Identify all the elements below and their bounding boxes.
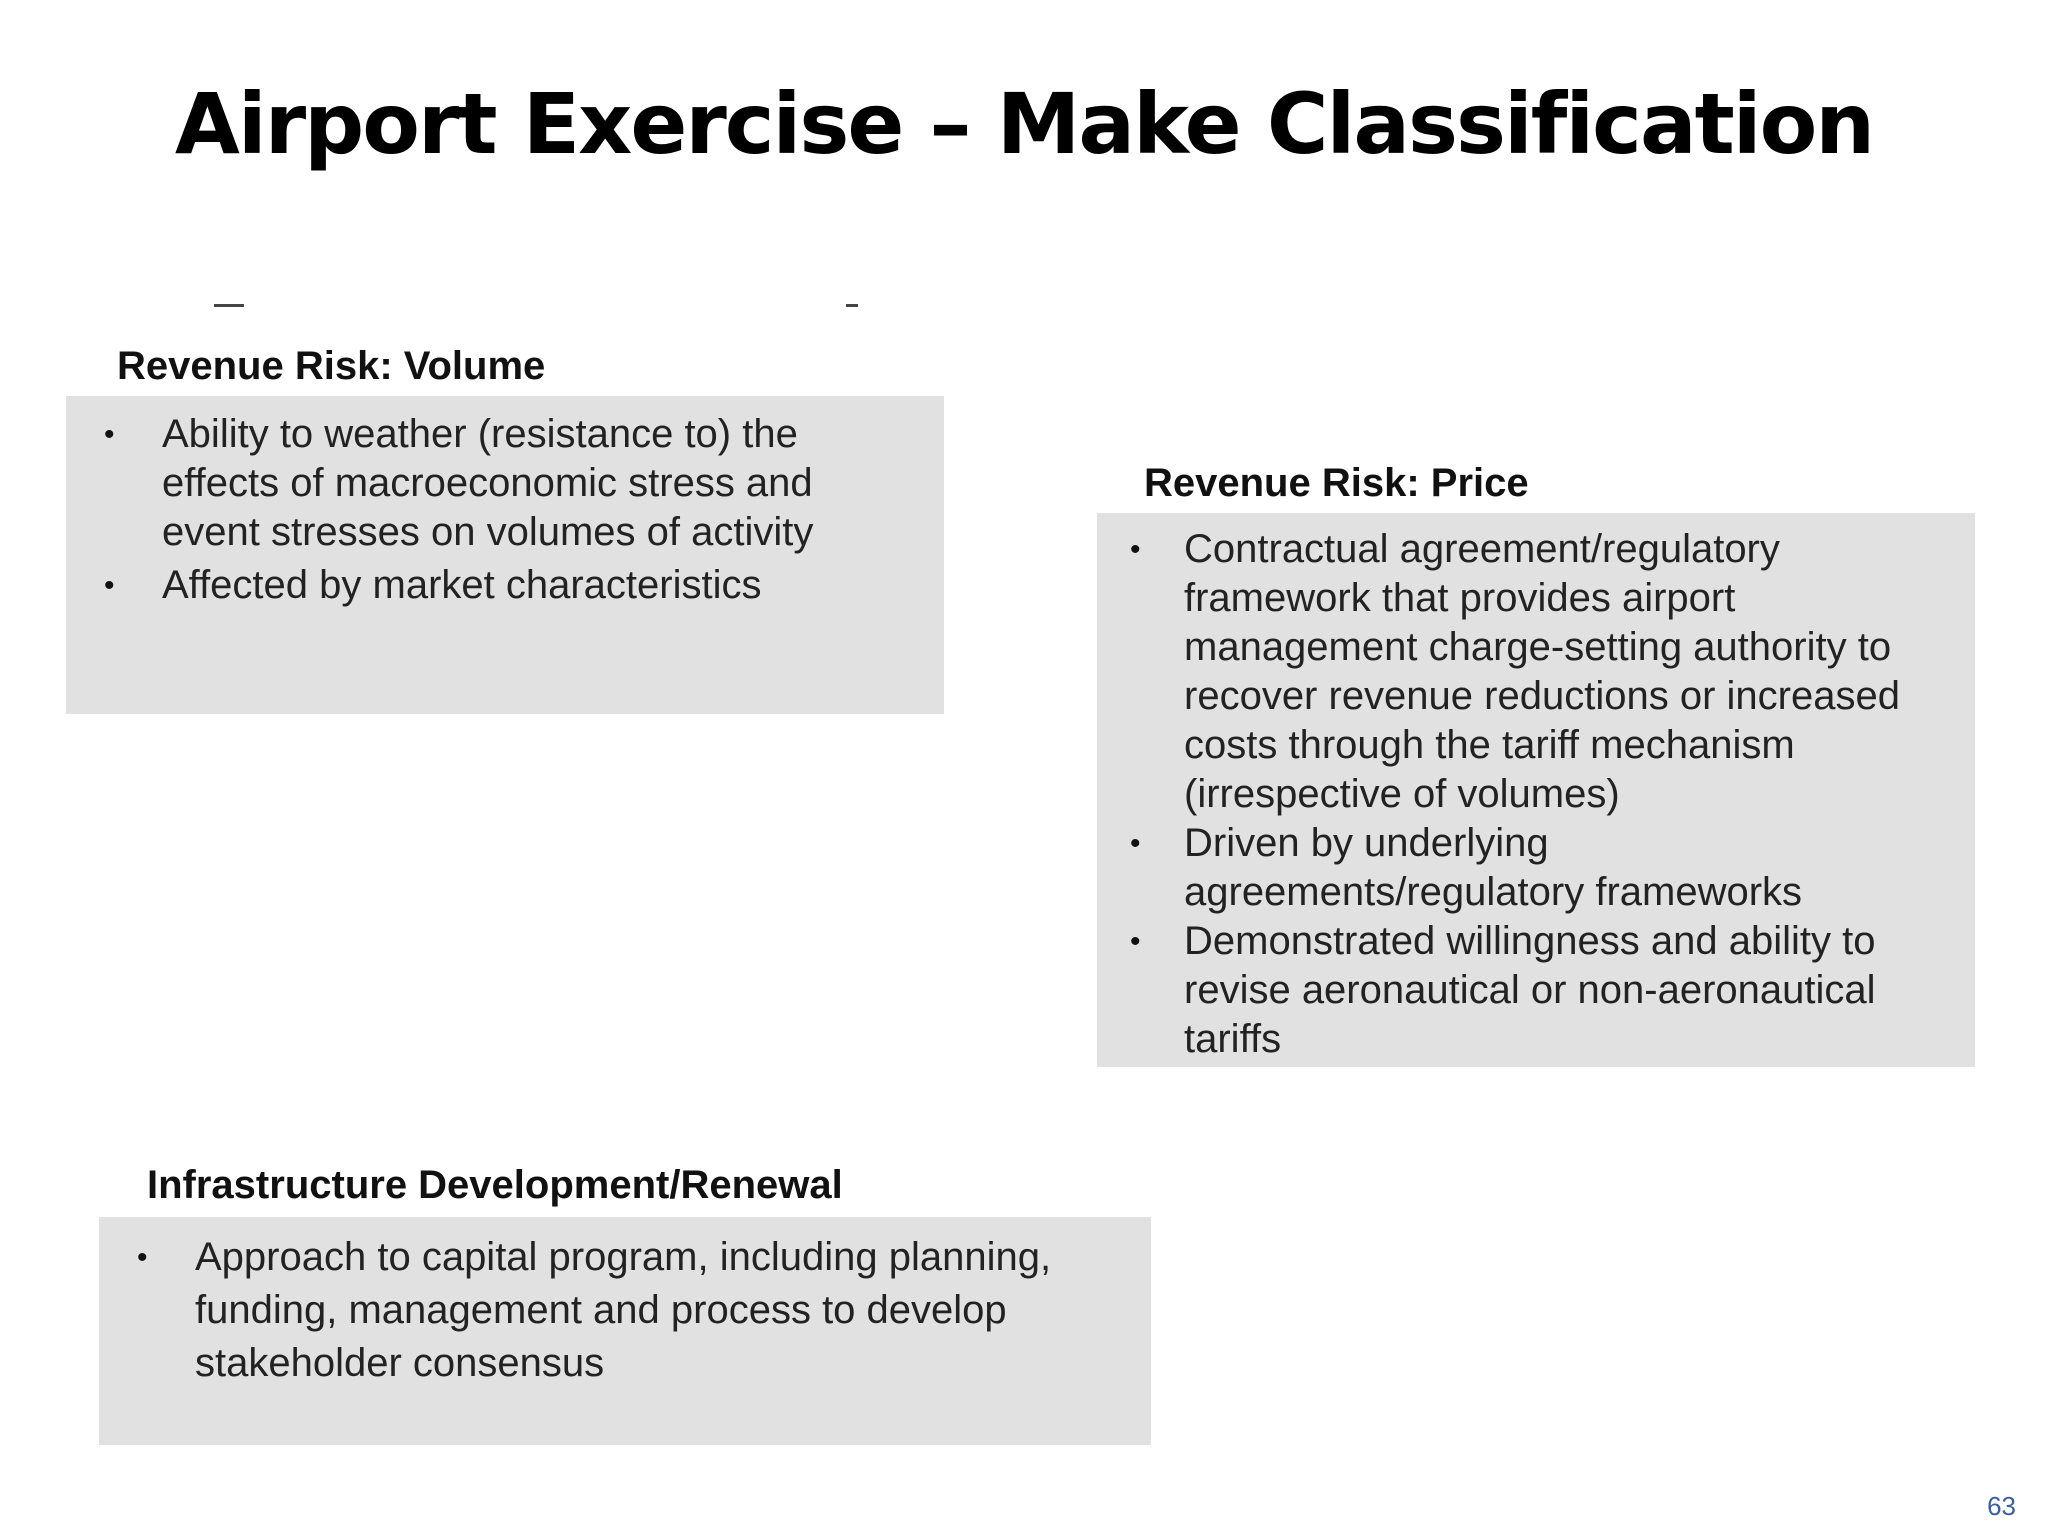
slide-title: Airport Exercise – Make Classification bbox=[174, 75, 1874, 173]
infrastructure-box bbox=[99, 1217, 1151, 1445]
bullet-icon: • bbox=[137, 1241, 148, 1274]
price-item bbox=[1130, 819, 1955, 917]
volume-heading: Revenue Risk: Volume bbox=[117, 344, 546, 388]
price-heading: Revenue Risk: Price bbox=[1144, 461, 1529, 505]
volume-item-text: Ability to weather (resistance to) the effects of macroeconomic stress and event stresses on volumes of activity bbox=[162, 412, 814, 554]
price-item bbox=[1130, 525, 1955, 819]
infrastructure-item-text: Approach to capital program, including planning, funding, management and process to develop stakeholder consensus bbox=[195, 1235, 1052, 1385]
volume-list bbox=[104, 410, 904, 610]
price-item-text: Demonstrated willingness and ability to revise aeronautical or non-aeronautical tariffs bbox=[1184, 919, 1876, 1061]
infrastructure-heading: Infrastructure Development/Renewal bbox=[147, 1163, 843, 1207]
infrastructure-list bbox=[137, 1231, 1127, 1390]
crop-artifact-left bbox=[214, 304, 244, 307]
bullet-icon: • bbox=[104, 418, 115, 451]
bullet-icon: • bbox=[104, 569, 115, 602]
infrastructure-item bbox=[137, 1231, 1127, 1390]
price-item-text: Contractual agreement/regulatory framework that provides airport management charge-setting authority to recover revenue reductions or increased costs through the tariff mechanism (irrespective of volumes) bbox=[1184, 527, 1900, 816]
price-box bbox=[1097, 513, 1975, 1067]
bullet-icon: • bbox=[1130, 925, 1141, 958]
price-list bbox=[1130, 525, 1955, 1064]
bullet-icon: • bbox=[1130, 533, 1141, 566]
price-item-text: Driven by underlying agreements/regulatory frameworks bbox=[1184, 821, 1803, 914]
volume-item bbox=[104, 410, 904, 557]
price-item bbox=[1130, 917, 1955, 1064]
bullet-icon: • bbox=[1130, 827, 1141, 860]
volume-box bbox=[66, 396, 944, 714]
crop-artifact-right bbox=[846, 304, 858, 307]
volume-item-text: Affected by market characteristics bbox=[162, 563, 762, 607]
page-number: 63 bbox=[1987, 1491, 2016, 1521]
volume-item bbox=[104, 561, 904, 610]
